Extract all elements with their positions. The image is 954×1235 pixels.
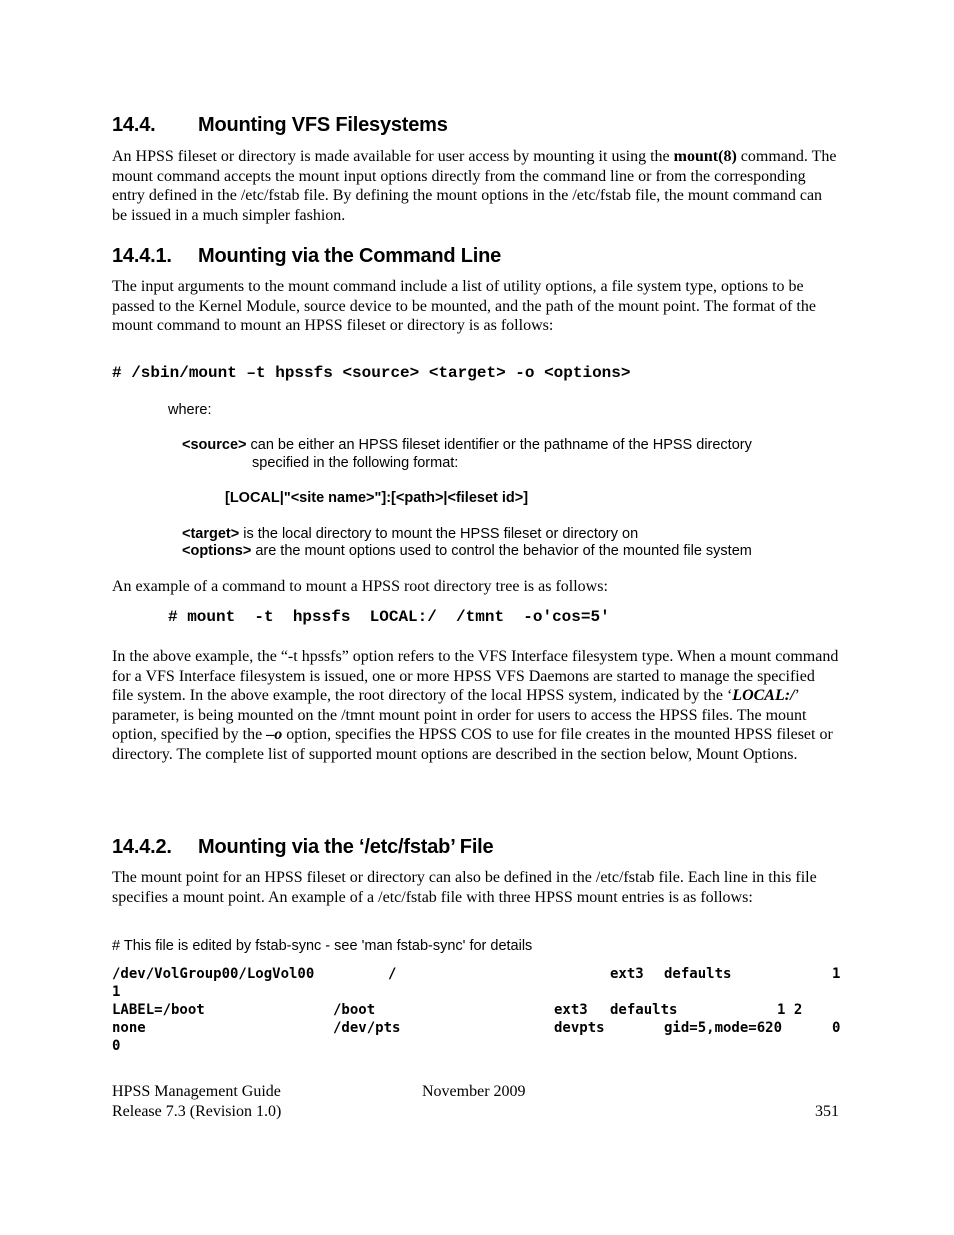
fstab-device: LABEL=/boot (112, 1002, 205, 1018)
fstab-pass: 1 (112, 984, 121, 1000)
section-heading-mounting-vfs (112, 114, 448, 137)
footer-release: Release 7.3 (Revision 1.0) (112, 1103, 282, 1120)
fstab-mountpoint: / (388, 966, 397, 982)
example-command: # mount -t hpssfs LOCAL:/ /tmnt -o'cos=5' (168, 608, 610, 626)
fstab-comment: # This file is edited by fstab-sync - see 'man fstab-sync' for details (112, 938, 533, 954)
fstab-row (112, 1001, 842, 1019)
section-heading-fstab (112, 836, 493, 859)
options-definition: <options> are the mount options used to control the behavior of the mounted file system (182, 543, 752, 559)
cmdline-paragraph: The input arguments to the mount command include a list of utility options, a file system type, options to be passed to the Kernel Module, source device to be mounted, and the path of the mount point. The format of the mount command to mount an HPSS fileset or directory is as follows: (112, 278, 816, 334)
section-number: 14.4. (112, 114, 156, 136)
mount-command-ref: mount(8) (673, 148, 737, 165)
fstab-options: defaults (610, 1002, 678, 1018)
fstab-options: defaults (664, 966, 732, 982)
source-definition: <source> can be either an HPSS fileset identifier or the pathname of the HPSS directory specified in the following format: (182, 437, 752, 471)
fstab-row (112, 965, 842, 983)
target-definition: <target> is the local directory to mount the HPSS fileset or directory on (182, 526, 639, 542)
section-number: 14.4.1. (112, 245, 172, 267)
fstab-row-wrap (112, 983, 842, 1001)
mount-syntax: # /sbin/mount –t hpssfs <source> <target> -o <options> (112, 364, 631, 382)
section-heading-command-line (112, 245, 501, 268)
fstab-row (112, 1019, 842, 1037)
fstab-listing (112, 965, 842, 1055)
section-title: Mounting via the ‘/etc/fstab’ File (198, 836, 494, 858)
fstab-mountpoint: /boot (333, 1002, 376, 1018)
section-title: Mounting via the Command Line (198, 245, 502, 267)
footer-date: November 2009 (422, 1083, 526, 1100)
section-number: 14.4.2. (112, 836, 172, 858)
fstab-row-wrap (112, 1037, 842, 1055)
fstab-options: gid=5,mode=620 (664, 1020, 783, 1036)
fstab-fstype: devpts (554, 1020, 605, 1036)
fstab-device: none (112, 1020, 146, 1036)
fstab-dump: 0 (832, 1020, 841, 1036)
section-title: Mounting VFS Filesystems (198, 114, 448, 136)
fstab-dump: 1 (832, 966, 841, 982)
fstab-paragraph: The mount point for an HPSS fileset or directory can also be defined in the /etc/fstab file. Each line in this file specifies a mount point. An example of a /etc/fstab file with three HPSS mount entries is as follows: (112, 869, 817, 906)
source-format: [LOCAL|"<site name>"]:[<path>|<fileset id>] (225, 490, 529, 506)
fstab-fstype: ext3 (610, 966, 644, 982)
fstab-mountpoint: /dev/pts (333, 1020, 401, 1036)
page-number: 351 (815, 1103, 839, 1120)
example-intro: An example of a command to mount a HPSS root directory tree is as follows: (112, 578, 608, 595)
fstab-fstype: ext3 (554, 1002, 588, 1018)
local-param: LOCAL:/ (732, 687, 795, 704)
footer-title: HPSS Management Guide (112, 1083, 281, 1100)
fstab-pass: 0 (112, 1038, 121, 1054)
options-term: <options> (182, 543, 252, 559)
example-explanation: In the above example, the “-t hpssfs” option refers to the VFS Interface filesystem type. When a mount command for a VFS Interface filesystem is issued, one or more HPSS VFS Daemons are started to manage the specified file system. In the above example, the root directory of the local HPSS system, indicated by the ‘LOCAL:/’ parameter, is being mounted on the /tmnt mount point in order for users to access the HPSS files. The mount option, specified by the –o option, specifies the HPSS COS to use for file creates in the mounted HPSS fileset or directory. The complete list of supported mount options are described in the section below, Mount Options. (112, 648, 839, 763)
intro-paragraph: An HPSS fileset or directory is made available for user access by mounting it using the mount(8) command. The mount command accepts the mount input options directly from the command line or from the corresponding entry defined in the /etc/fstab file. By defining the mount options in the /etc/fstab file, the mount command can be issued in a much simpler fashion. (112, 148, 837, 224)
fstab-device: /dev/VolGroup00/LogVol00 (112, 966, 315, 982)
o-option: –o (266, 726, 283, 743)
target-term: <target> (182, 526, 240, 542)
fstab-dump-pass: 1 2 (777, 1002, 803, 1018)
source-term: <source> (182, 437, 247, 453)
where-label: where: (168, 402, 212, 418)
